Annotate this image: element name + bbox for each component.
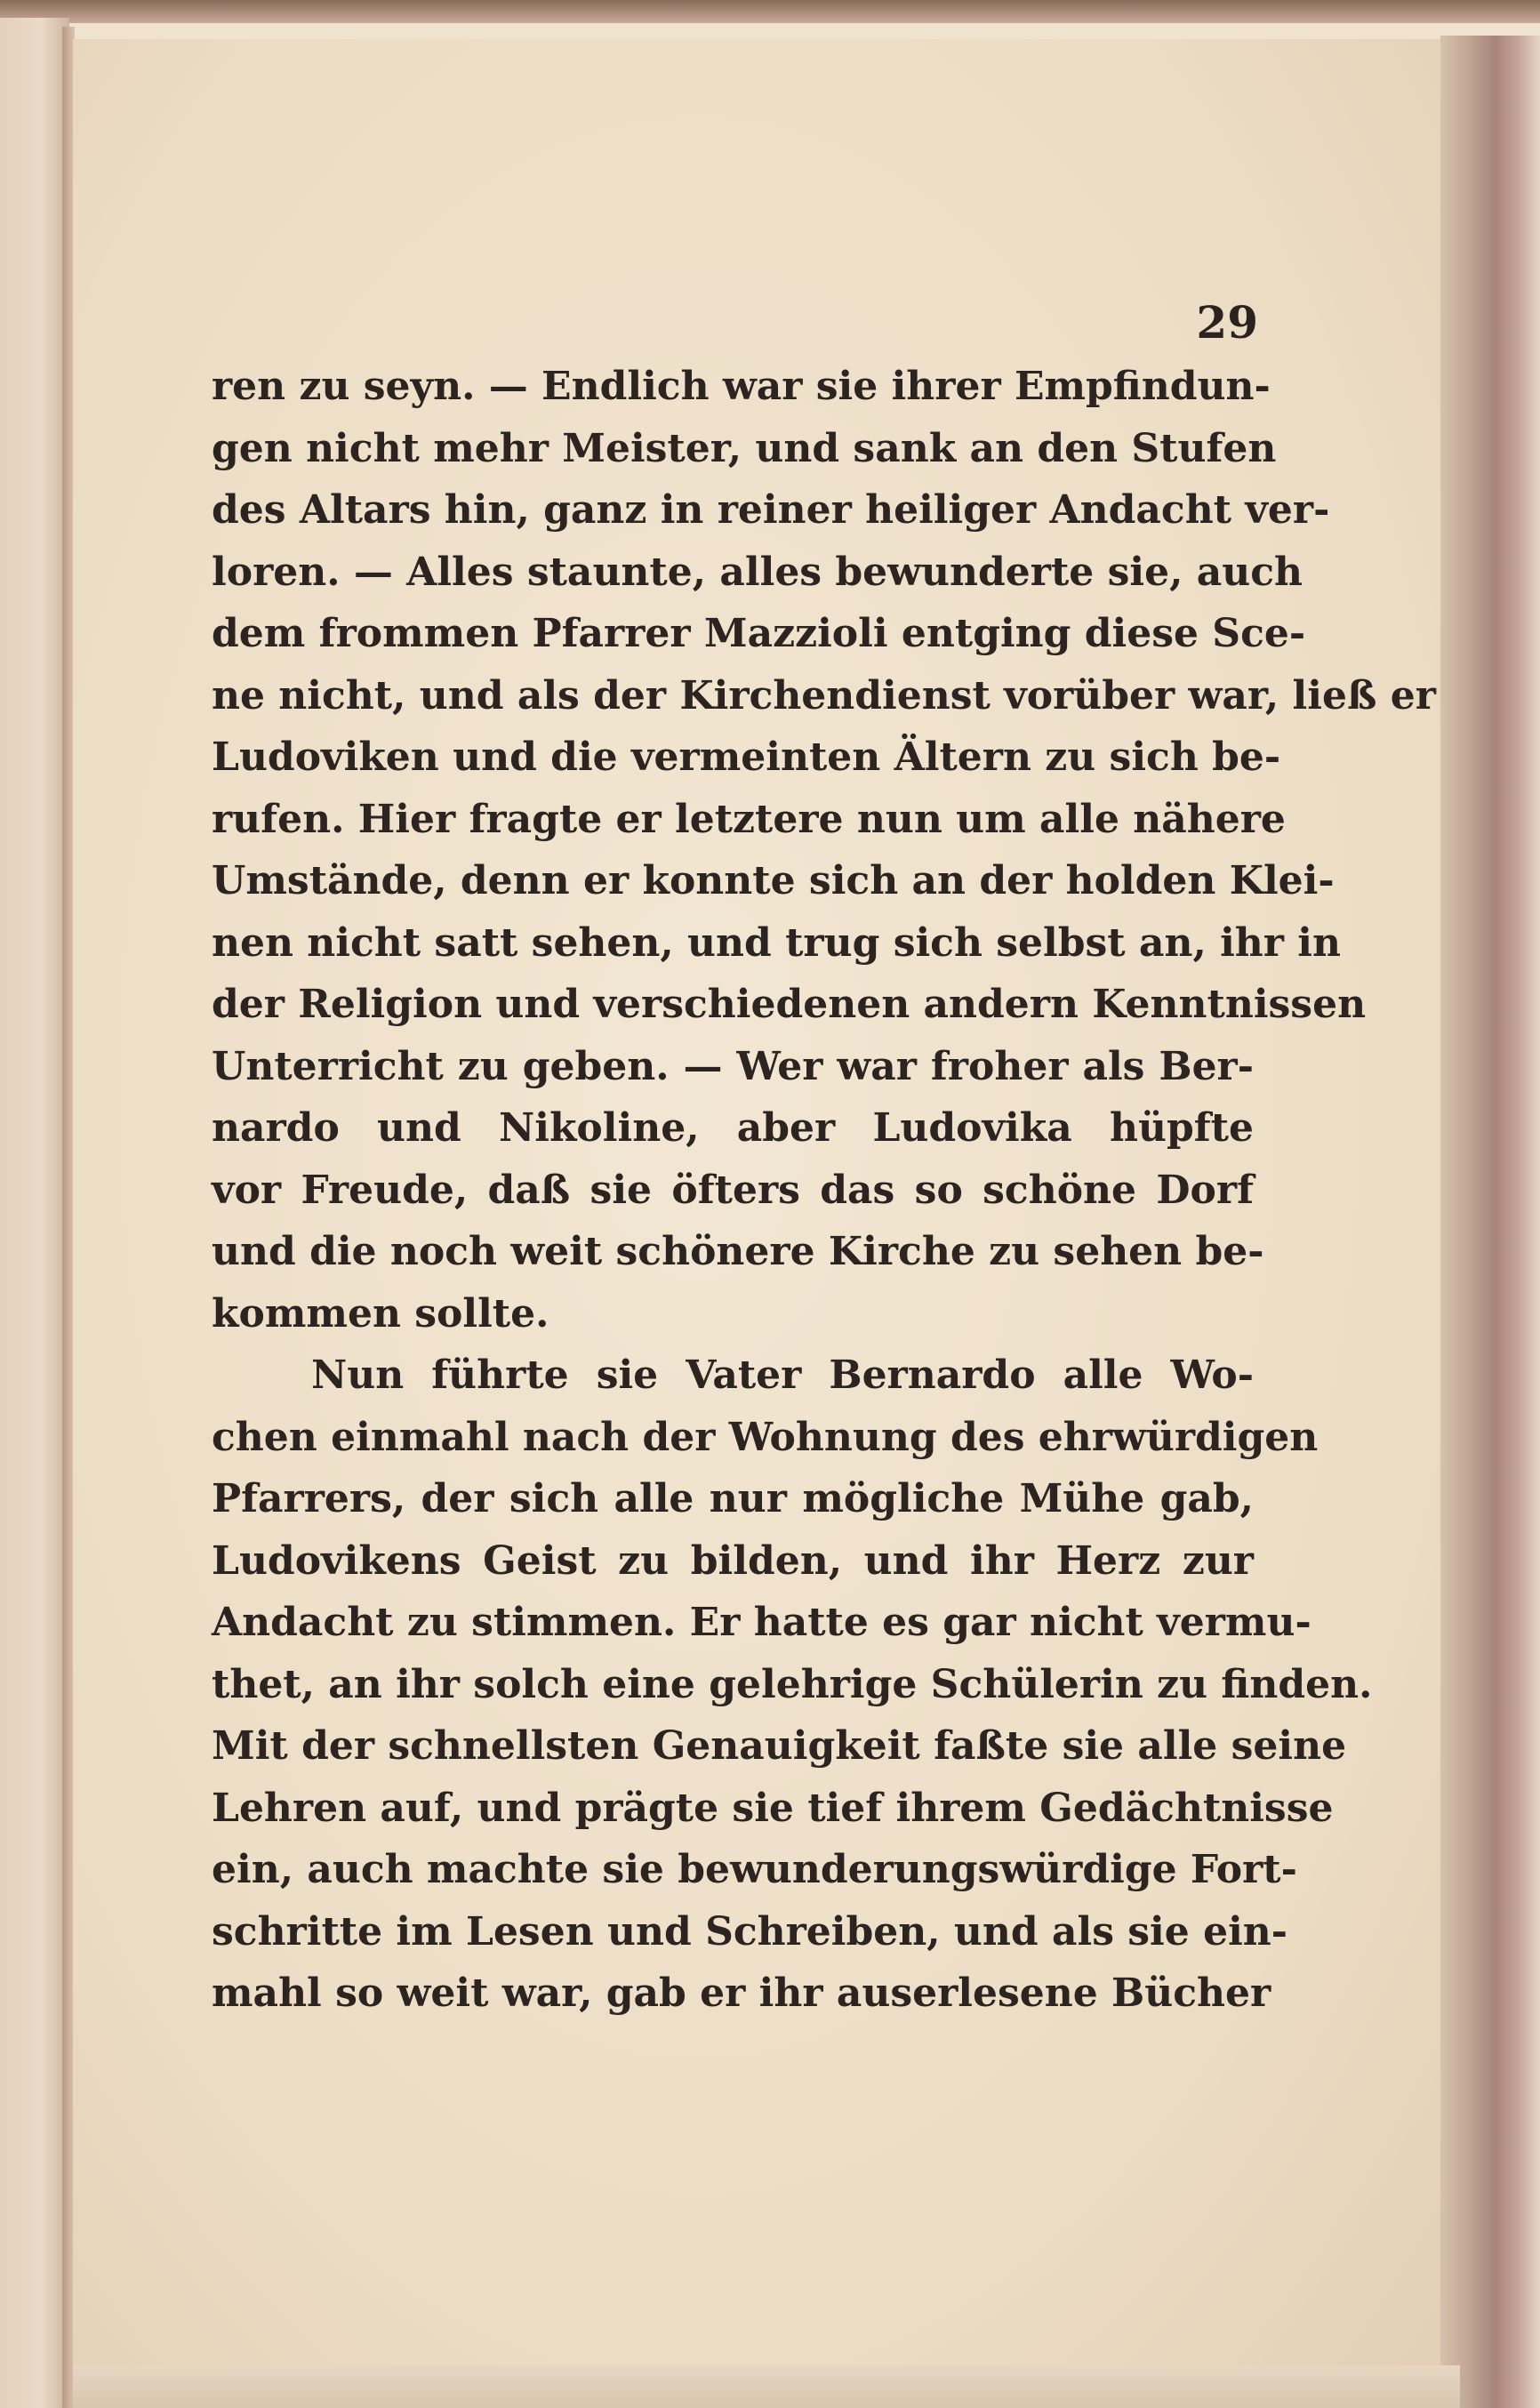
text-line: thet, an ihr solch eine gelehrige Schülerin zu finden. [212,1661,1373,1707]
text-line: ne nicht, und als der Kirchendienst vorüber war, ließ er [212,672,1436,718]
text-line: kommen sollte. [212,1290,549,1336]
text-line: Ludovikens Geist zu bilden, und ihr Herz zur [212,1537,1254,1584]
text-line: Unterricht zu geben. — Wer war froher als Ber- [212,1043,1254,1089]
page-number: 29 [1196,296,1258,349]
text-line: des Altars hin, ganz in reiner heiliger Andacht ver- [212,487,1330,533]
text-line: Ludoviken und die vermeinten Ältern zu sich be- [212,734,1281,780]
text-line: schritte im Lesen und Schreiben, und als sie ein- [212,1908,1288,1954]
text-line: Umstände, denn er konnte sich an der holden Klei- [212,858,1335,903]
page-bottom-edge [73,2365,1460,2408]
text-line: dem frommen Pfarrer Mazzioli entging diese Sce- [212,611,1306,656]
text-line: der Religion und verschiedenen andern Kenntnissen [212,982,1367,1027]
text-line: Mit der schnellsten Genauigkeit faßte sie alle seine [212,1723,1347,1769]
text-line: Andacht zu stimmen. Er hatte es gar nicht vermu- [212,1600,1311,1645]
text-line: loren. — Alles staunte, alles bewunderte sie, auch [212,549,1303,595]
text-line: rufen. Hier fragte er letztere nun um alle nähere [212,796,1286,842]
text-line: ein, auch machte sie bewunderungswürdige Fort- [212,1847,1297,1892]
text-line: chen einmahl nach der Wohnung des ehrwürdigen [212,1414,1319,1460]
text-line: Pfarrers, der sich alle nur mögliche Mühe gab, [212,1476,1254,1521]
text-line: und die noch weit schönere Kirche zu sehen be- [212,1229,1264,1274]
body-text [212,356,1436,2025]
text-line: ren zu seyn. — Endlich war sie ihrer Empfindun- [212,364,1271,409]
text-line: Nun führte sie Vater Bernardo alle Wo- [311,1352,1254,1398]
text-line: Lehren auf, und prägte sie tief ihrem Gedächtnisse [212,1785,1334,1831]
text-line: nen nicht satt sehen, und trug sich selbst an, ihr in [212,919,1341,966]
text-line: mahl so weit war, gab er ihr auserlesene Bücher [212,1971,1271,2016]
text-line: vor Freude, daß sie öfters das so schöne Dorf [212,1167,1254,1213]
scan-top-border [0,0,1540,23]
text-line: nardo und Nikoline, aber Ludovika hüpfte [212,1105,1254,1151]
facing-page-edge [0,18,69,2408]
text-line: gen nicht mehr Meister, und sank an den Stufen [212,425,1277,471]
book-cover-edge [1440,36,1540,2408]
